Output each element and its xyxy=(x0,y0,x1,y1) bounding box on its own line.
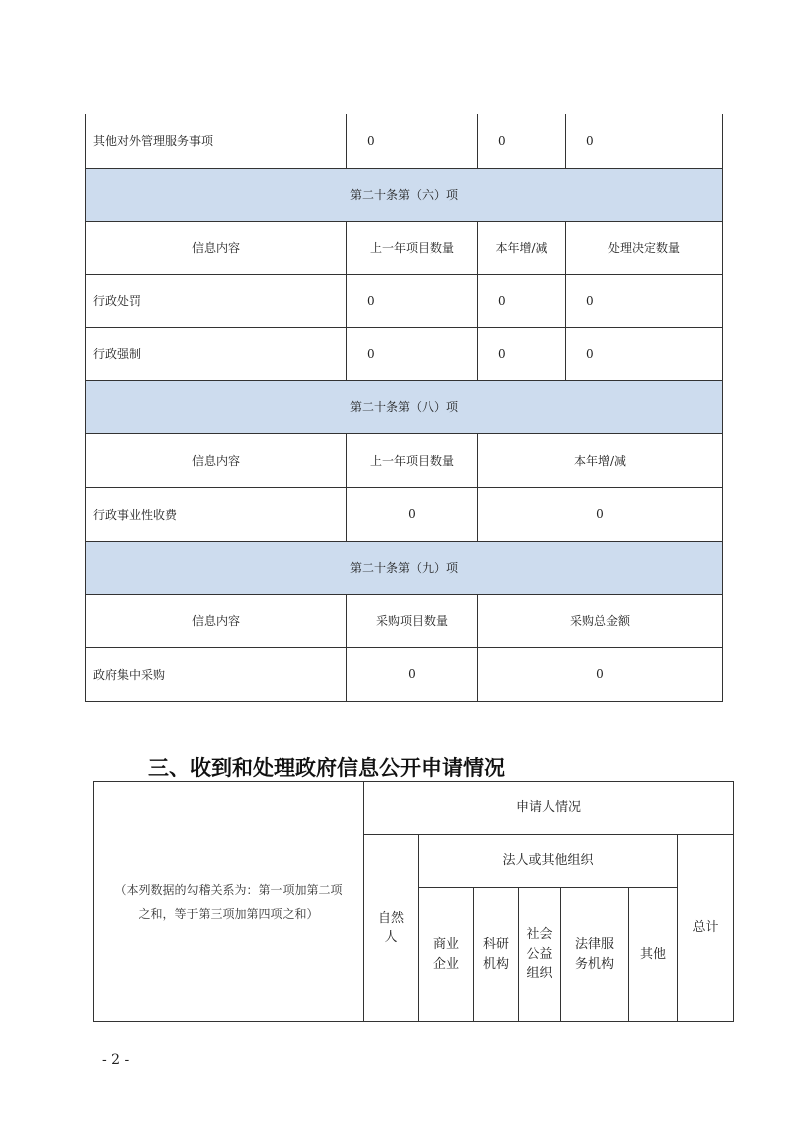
research-institution-header: 科研 机构 xyxy=(474,888,519,1022)
row-label: 其他对外管理服务事项 xyxy=(86,114,347,168)
column-header-row xyxy=(86,594,723,647)
column-header: 采购项目数量 xyxy=(347,594,478,647)
section-title: 第二十条第（九）项 xyxy=(86,541,723,594)
cell-value: 0 xyxy=(347,114,478,168)
disclosure-table xyxy=(85,114,723,702)
column-header: 信息内容 xyxy=(86,594,347,647)
cell-value: 0 xyxy=(347,487,478,541)
section-title: 第二十条第（八）项 xyxy=(86,380,723,433)
column-header: 信息内容 xyxy=(86,221,347,274)
page-number: - 2 - xyxy=(102,1052,130,1068)
column-header-row xyxy=(86,221,723,274)
cell-value: 0 xyxy=(566,114,723,168)
natural-person-header: 自然 人 xyxy=(364,835,419,1022)
cell-value: 0 xyxy=(566,327,723,380)
cell-value: 0 xyxy=(566,274,723,327)
column-header: 本年增/减 xyxy=(478,221,566,274)
column-header: 信息内容 xyxy=(86,433,347,487)
commercial-enterprise-header: 商业 企业 xyxy=(419,888,474,1022)
application-table xyxy=(93,781,734,1022)
column-header: 上一年项目数量 xyxy=(347,221,478,274)
column-header-row xyxy=(86,433,723,487)
note-line: 之和，等于第三项加第四项之和） xyxy=(138,906,319,921)
row-label: 政府集中采购 xyxy=(86,647,347,701)
section-header-row xyxy=(86,380,723,433)
cell-value: 0 xyxy=(478,114,566,168)
column-header: 采购总金额 xyxy=(478,594,723,647)
row-label: 行政强制 xyxy=(86,327,347,380)
applicant-header: 申请人情况 xyxy=(364,782,734,835)
cell-value: 0 xyxy=(478,487,723,541)
section-title: 第二十条第（六）项 xyxy=(86,168,723,221)
social-welfare-org-header: 社会 公益 组织 xyxy=(519,888,561,1022)
note-line: （本列数据的勾稽关系为：第一项加第二项 xyxy=(114,882,343,897)
cell-value: 0 xyxy=(347,274,478,327)
section-heading: 三、收到和处理政府信息公开申请情况 xyxy=(148,756,505,780)
cell-value: 0 xyxy=(478,327,566,380)
total-header: 总计 xyxy=(678,835,734,1022)
cell-value: 0 xyxy=(347,647,478,701)
table-row xyxy=(94,782,734,835)
column-header: 处理决定数量 xyxy=(566,221,723,274)
column-header: 本年增/减 xyxy=(478,433,723,487)
table-row xyxy=(86,114,723,168)
table-row xyxy=(86,487,723,541)
relation-note xyxy=(94,782,364,1022)
table-row xyxy=(86,327,723,380)
section-header-row xyxy=(86,168,723,221)
table-row xyxy=(86,647,723,701)
other-header: 其他 xyxy=(629,888,678,1022)
cell-value: 0 xyxy=(478,274,566,327)
cell-value: 0 xyxy=(478,647,723,701)
legal-entity-header: 法人或其他组织 xyxy=(419,835,678,888)
row-label: 行政处罚 xyxy=(86,274,347,327)
cell-value: 0 xyxy=(347,327,478,380)
legal-service-org-header: 法律服 务机构 xyxy=(561,888,629,1022)
section-header-row xyxy=(86,541,723,594)
table-row xyxy=(86,274,723,327)
column-header: 上一年项目数量 xyxy=(347,433,478,487)
row-label: 行政事业性收费 xyxy=(86,487,347,541)
